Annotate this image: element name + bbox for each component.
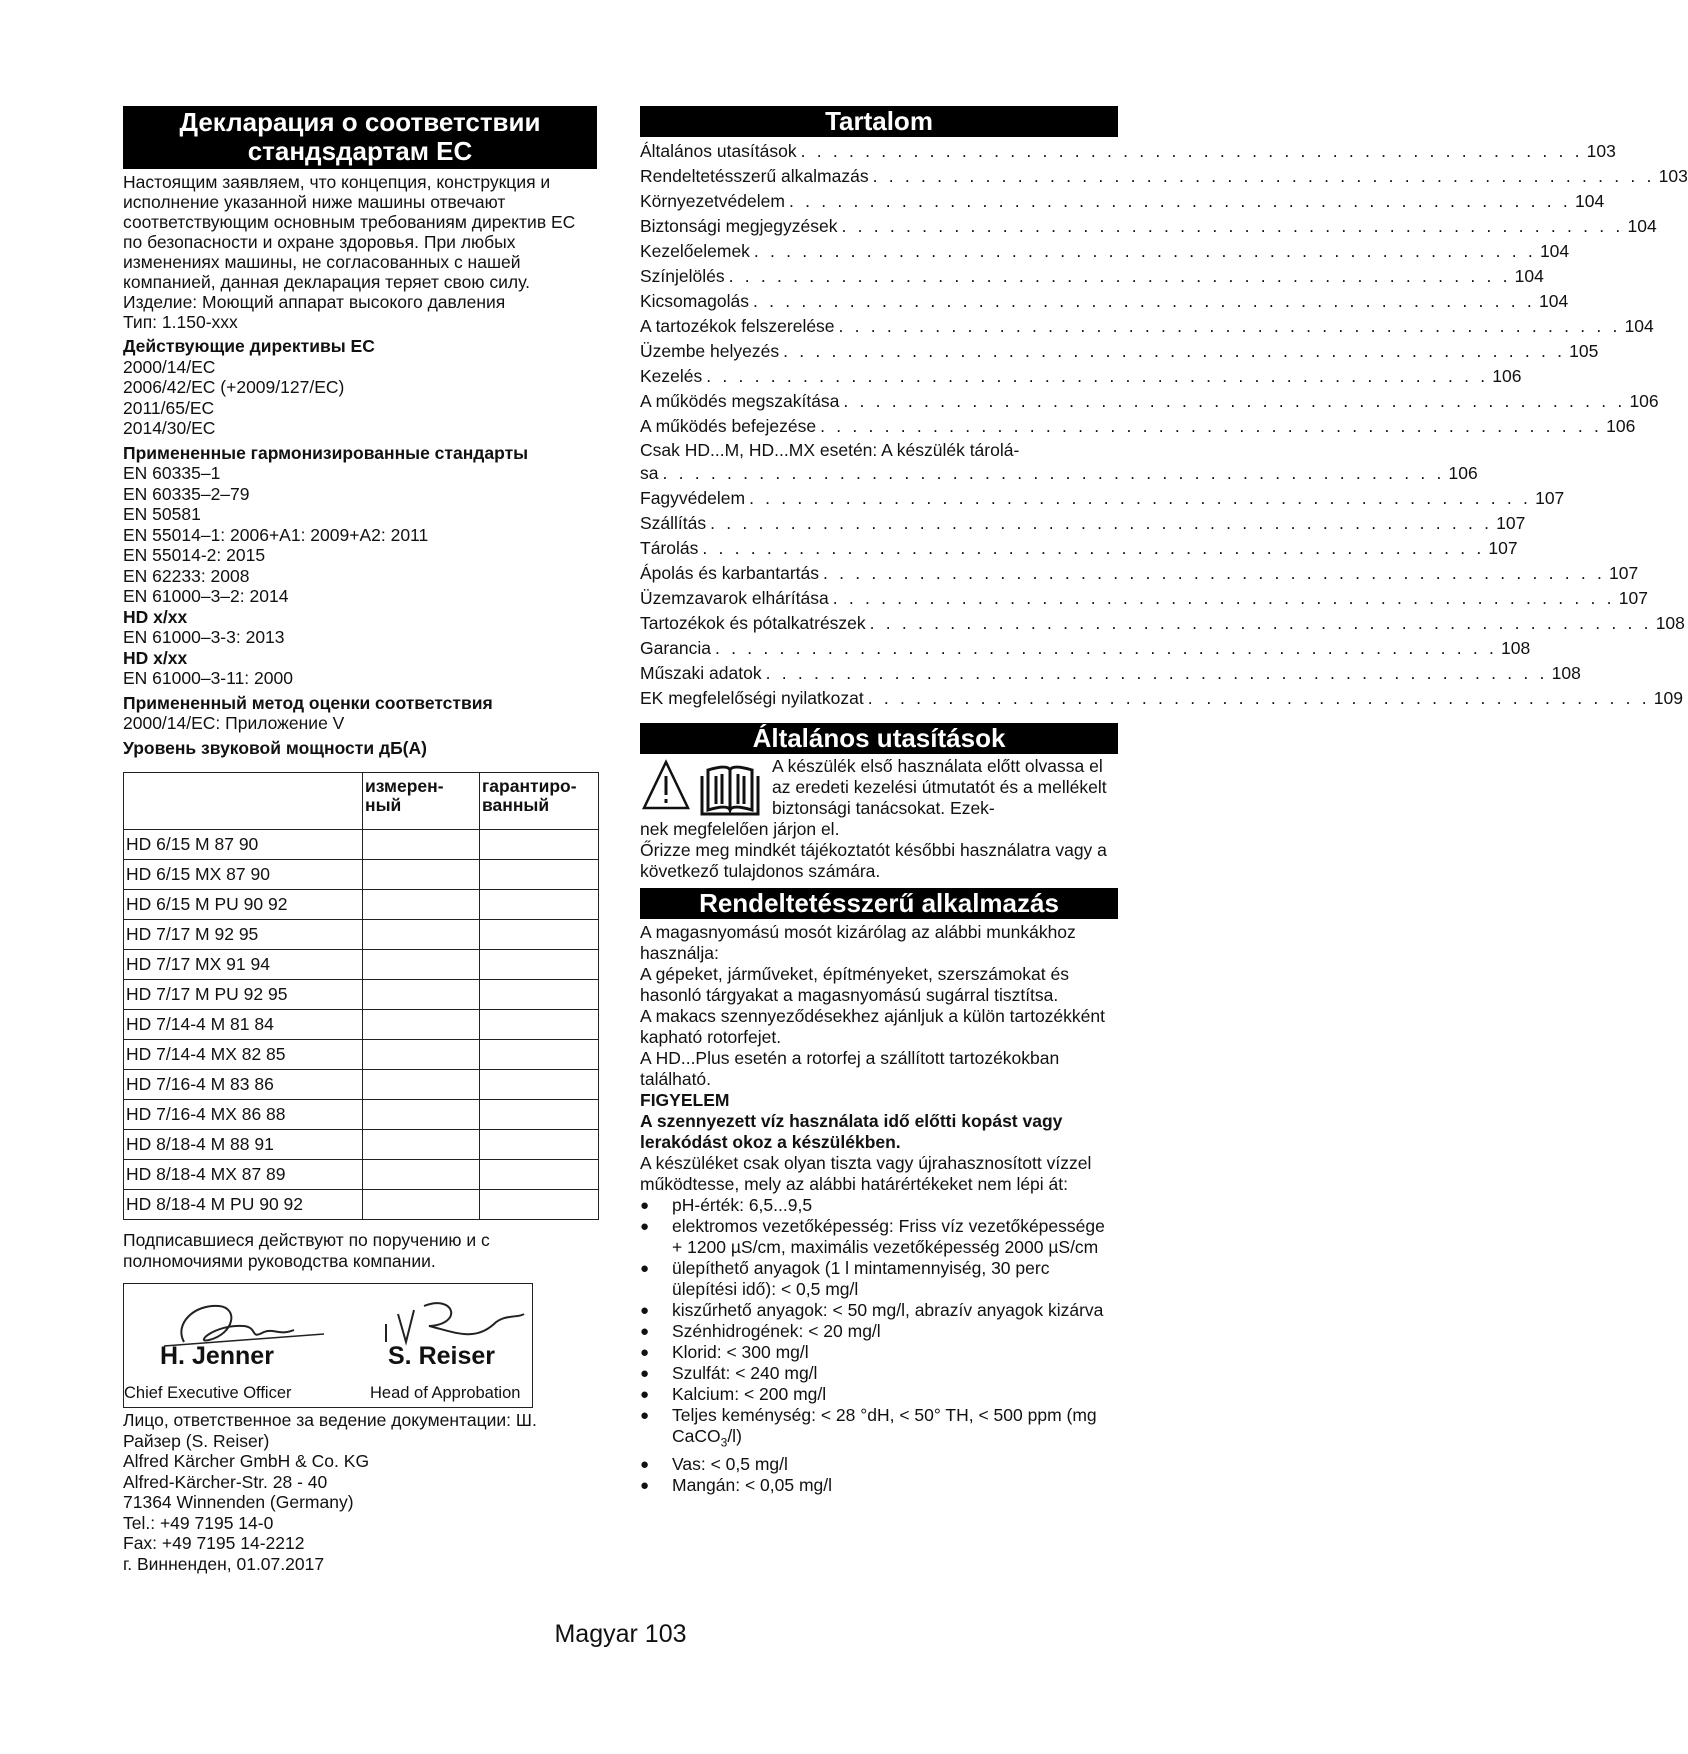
address-line: 71364 Winnenden (Germany)	[123, 1492, 354, 1512]
toc-item-label: Fagyvédelem	[640, 488, 746, 508]
table-cell	[480, 1070, 599, 1100]
table-cell	[363, 920, 480, 950]
standard-item: EN 55014–1: 2006+A1: 2009+A2: 2011	[123, 524, 429, 545]
general-text: A készülék első használata előtt olvassa el az eredeti kezelési útmutatót és a mellékelt biztonsági tanácsokat. Ezek-	[772, 756, 1107, 818]
toc-item-label: Üzembe helyezés	[640, 341, 780, 361]
table-cell	[480, 890, 599, 920]
address-line: Fax: +49 7195 14-2212	[123, 1533, 305, 1553]
table-cell	[363, 980, 480, 1010]
use-paragraph: A gépeket, járműveket, építményeket, szerszámokat és hasonló tárgyakat a magasnyomású sugárral tisztítsa.	[640, 964, 1069, 1005]
directive-item: 2014/30/EC	[123, 418, 216, 438]
list-item: ● Szénhidrogének: < 20 mg/l	[640, 1321, 1118, 1342]
toc-item-page: 104	[1539, 241, 1570, 261]
directives-list	[123, 357, 597, 439]
address-line: Tel.: +49 7195 14-0	[123, 1512, 274, 1533]
toc-item	[640, 636, 1531, 661]
table-cell: HD 7/17 M PU 92 95	[124, 980, 363, 1010]
footer-page-number: 103	[644, 1620, 687, 1648]
table-cell: HD 8/18-4 M PU 90 92	[124, 1190, 363, 1220]
table-cell	[363, 1040, 480, 1070]
toc-leader-dots: . . . . . . . . . . . . . . . . . . . . . . . . . . . . . . . . . . . . . . . . . . . . . . . . .	[728, 266, 1511, 286]
header-cell-measured: измерен-ный	[363, 773, 480, 830]
toc-item-page: 106	[1606, 416, 1636, 436]
list-item: ● Teljes keménység: < 28 °dH, < 50° TH, < 500 ppm (mg CaCO$_3$/l)	[640, 1405, 1118, 1454]
standard-item: EN 61000–3-11: 2000	[123, 668, 293, 688]
type-line: Тип: 1.150-xxx	[123, 312, 238, 332]
toc-item	[640, 189, 1605, 214]
table-cell: HD 7/14-4 MX 82 85	[124, 1040, 363, 1070]
table-row	[124, 1190, 599, 1220]
toc-item-page: 106	[1492, 366, 1522, 386]
toc-item-label: Tartozékok és pótalkatrészek	[640, 613, 866, 633]
table-cell	[480, 830, 599, 860]
toc-item-label: Kezelés	[640, 366, 703, 386]
toc-leader-dots: . . . . . . . . . . . . . . . . . . . . . . . . . . . . . . . . . . . . . . . . . . . . . . . . .	[765, 663, 1548, 683]
declaration-title-line1: Декларация о соответствии	[179, 107, 541, 137]
use-paragraph: A makacs szennyeződésekhez ajánljuk a külön tartozékként kapható rotorfejet.	[640, 1006, 1105, 1047]
table-row	[124, 890, 599, 920]
standard-item: EN 60335–2–79	[123, 483, 250, 504]
general-text-cont: nek megfelelően járjon el.	[640, 819, 840, 839]
toc-item-page: 105	[1569, 341, 1599, 361]
table-cell: HD 7/17 MX 91 94	[124, 950, 363, 980]
attention-text: A szennyezett víz használata idő előtti kopást vagy lerakódást okoz a készülékben.	[640, 1111, 1063, 1152]
toc-item-page: 104	[1574, 191, 1605, 211]
address-line: Alfred-Kärcher-Str. 28 - 40	[123, 1471, 328, 1492]
toc-item-page: 106	[1448, 463, 1478, 483]
signature-jenner	[181, 1306, 294, 1342]
toc-item	[640, 364, 1522, 389]
toc-leader-dots: . . . . . . . . . . . . . . . . . . . . . . . . . . . . . . . . . . . . . . . . . . . . . . . . .	[867, 688, 1650, 708]
signer1-name: H. Jenner	[160, 1342, 274, 1370]
declaration-title-line2: стандsдартам ЕС	[247, 136, 473, 166]
toc-leader-dots: . . . . . . . . . . . . . . . . . . . . . . . . . . . . . . . . . . . . . . . . . . . . . . . . .	[783, 341, 1566, 361]
table-cell: HD 7/14-4 M 81 84	[124, 1010, 363, 1040]
table-cell: HD 8/18-4 MX 87 89	[124, 1160, 363, 1190]
list-item: ● ülepíthető anyagok (1 l mintamennyiség, 30 perc ülepítési idő): < 0,5 mg/l	[640, 1258, 1118, 1300]
toc-item-label: Rendeltetésszerű alkalmazás	[640, 166, 869, 186]
signer1-role: Chief Executive Officer	[124, 1384, 292, 1402]
hd-label: HD x/xx	[123, 606, 188, 627]
toc-item-page: 104	[1627, 216, 1657, 236]
table-cell	[363, 1010, 480, 1040]
toc-title: Tartalom	[640, 106, 1118, 137]
table-cell: HD 7/17 M 92 95	[124, 920, 363, 950]
hd-label: HD x/xx	[123, 647, 188, 668]
toc-item	[640, 389, 1659, 414]
toc-leader-dots: . . . . . . . . . . . . . . . . . . . . . . . . . . . . . . . . . . . . . . . . . . . . . . . . .	[843, 391, 1626, 411]
toc-leader-dots: . . . . . . . . . . . . . . . . . . . . . . . . . . . . . . . . . . . . . . . . . . . . . . . . .	[662, 463, 1445, 483]
product-line: Изделие: Моющий аппарат высокого давления	[123, 292, 506, 312]
table-cell: HD 8/18-4 M 88 91	[124, 1130, 363, 1160]
table-cell	[480, 920, 599, 950]
standards-title: Примененные гармонизированные стандарты	[123, 442, 529, 463]
toc-leader-dots: . . . . . . . . . . . . . . . . . . . . . . . . . . . . . . . . . . . . . . . . . . . . . . . . .	[838, 316, 1621, 336]
toc-leader-dots: . . . . . . . . . . . . . . . . . . . . . . . . . . . . . . . . . . . . . . . . . . . . . . . . .	[749, 488, 1532, 508]
toc-item	[640, 461, 1478, 486]
signature-box	[123, 1283, 533, 1408]
toc-item-label: Csak HD...M, HD...MX esetén: A készülék tárolá-	[640, 440, 1020, 460]
list-item: ● Klorid: < 300 mg/l	[640, 1342, 1118, 1363]
toc-leader-dots: . . . . . . . . . . . . . . . . . . . . . . . . . . . . . . . . . . . . . . . . . . . . . . . . .	[788, 191, 1571, 211]
general-title: Általános utasítások	[640, 723, 1118, 754]
toc-item	[640, 414, 1636, 439]
toc-leader-dots: . . . . . . . . . . . . . . . . . . . . . . . . . . . . . . . . . . . . . . . . . . . . . . . . .	[706, 366, 1489, 386]
toc-leader-dots: . . . . . . . . . . . . . . . . . . . . . . . . . . . . . . . . . . . . . . . . . . . . . . . . .	[702, 538, 1485, 558]
toc-leader-dots: . . . . . . . . . . . . . . . . . . . . . . . . . . . . . . . . . . . . . . . . . . . . . . . . .	[872, 166, 1655, 186]
table-row	[124, 1040, 599, 1070]
toc-item-label: Környezetvédelem	[640, 191, 785, 211]
page-footer	[0, 1620, 1241, 1648]
table-row	[124, 860, 599, 890]
declaration-intro: Настоящим заявляем, что концепция, конструкция и исполнение указанной ниже машины отвечают соответствующим основным требованиям директив ЕС по безопасности и охране здоровья. При любых изменениях машины, не согласованных с нашей компанией, данная декларация теряет свою силу.	[123, 172, 576, 292]
toc-leader-dots: . . . . . . . . . . . . . . . . . . . . . . . . . . . . . . . . . . . . . . . . . . . . . . . . .	[753, 241, 1536, 261]
toc-item	[640, 561, 1639, 586]
toc-item	[640, 686, 1683, 711]
directives-title: Действующие директивы ЕС	[123, 336, 375, 356]
signer2-name: S. Reiser	[388, 1342, 496, 1370]
water-text: A készüléket csak olyan tiszta vagy újrahasznosított vízzel működtesse, mely az alábbi határértékeket nem lépi át:	[640, 1153, 1092, 1194]
list-item: ● Szulfát: < 240 mg/l	[640, 1363, 1118, 1384]
header-cell	[124, 773, 363, 830]
use-paragraph: A HD...Plus esetén a rotorfej a szállított tartozékokban található.	[640, 1048, 1060, 1089]
toc-item-page: 107	[1488, 538, 1518, 558]
contents-column	[640, 106, 1688, 1496]
toc-item-page: 104	[1514, 266, 1544, 286]
table-cell	[363, 1070, 480, 1100]
table-cell	[363, 950, 480, 980]
declaration-title	[123, 106, 597, 169]
table-row	[124, 980, 599, 1010]
toc-item-page: 107	[1609, 563, 1639, 583]
table-cell: HD 6/15 MX 87 90	[124, 860, 363, 890]
table-row	[124, 1130, 599, 1160]
table-cell	[363, 1130, 480, 1160]
standard-item: EN 55014-2: 2015	[123, 545, 266, 565]
table-row	[124, 1100, 599, 1130]
water-limits-list	[640, 1195, 1118, 1496]
toc-item-page: 108	[1655, 613, 1685, 633]
toc-item-page: 107	[1618, 588, 1648, 608]
table-cell	[363, 830, 480, 860]
toc-item-label: EK megfelelőségi nyilatkozat	[640, 688, 864, 708]
toc-item-label: Tárolás	[640, 538, 699, 558]
directive-item: 2011/65/EC	[123, 397, 215, 418]
toc-leader-dots: . . . . . . . . . . . . . . . . . . . . . . . . . . . . . . . . . . . . . . . . . . . . . . . . .	[823, 563, 1606, 583]
table-row	[124, 920, 599, 950]
toc-item-label: Ápolás és karbantartás	[640, 563, 819, 583]
toc-leader-dots: . . . . . . . . . . . . . . . . . . . . . . . . . . . . . . . . . . . . . . . . . . . . . . . . .	[841, 216, 1624, 236]
table-cell	[480, 1190, 599, 1220]
signers-note: Подписавшиеся действуют по поручению и с полномочиями руководства компании.	[123, 1230, 490, 1271]
table-cell: HD 7/16-4 M 83 86	[124, 1070, 363, 1100]
table-row	[124, 1070, 599, 1100]
toc-item	[640, 139, 1616, 164]
signature-reiser	[386, 1303, 524, 1342]
toc-item	[640, 289, 1569, 314]
list-item: ● kiszűrhető anyagok: < 50 mg/l, abrazív anyagok kizárva	[640, 1300, 1118, 1321]
standard-item: EN 50581	[123, 504, 201, 524]
toc-item-label: Kicsomagolás	[640, 291, 749, 311]
table-cell	[480, 1040, 599, 1070]
intended-use-title: Rendeltetésszerű alkalmazás	[640, 888, 1118, 919]
sound-title: Уровень звуковой мощности дБ(А)	[123, 737, 427, 758]
standard-item: EN 61000–3-3: 2013	[123, 627, 285, 647]
toc-item-page: 107	[1535, 488, 1565, 508]
toc-item-label: Szállítás	[640, 513, 707, 533]
table-cell: HD 6/15 M PU 90 92	[124, 890, 363, 920]
table-cell	[363, 1160, 480, 1190]
toc-item	[640, 214, 1657, 239]
toc-item-label: Garancia	[640, 638, 712, 658]
toc-item-page: 106	[1629, 391, 1659, 411]
standard-item: EN 62233: 2008	[123, 565, 250, 586]
toc-leader-dots: . . . . . . . . . . . . . . . . . . . . . . . . . . . . . . . . . . . . . . . . . . . . . . . . .	[715, 638, 1498, 658]
toc-item	[640, 314, 1654, 339]
directive-item: 2000/14/EC	[123, 356, 216, 377]
toc-item	[640, 511, 1526, 536]
toc-item	[640, 239, 1570, 264]
list-item: ● pH-érték: 6,5...9,5	[640, 1195, 1118, 1216]
toc-item	[640, 611, 1685, 636]
table-row	[124, 950, 599, 980]
table-of-contents	[640, 139, 1688, 711]
list-item: ● Mangán: < 0,05 mg/l	[640, 1475, 1118, 1496]
method-text: 2000/14/EC: Приложение V	[123, 713, 345, 733]
address-block	[123, 1451, 597, 1574]
header-cell-guaranteed: гарантиро-ванный	[480, 773, 599, 830]
toc-item-label: A tartozékok felszerelése	[640, 316, 835, 336]
toc-item-page: 104	[1538, 291, 1569, 311]
toc-leader-dots: . . . . . . . . . . . . . . . . . . . . . . . . . . . . . . . . . . . . . . . . . . . . . . . . .	[832, 588, 1615, 608]
toc-item-page: 109	[1653, 688, 1683, 708]
table-row	[124, 1160, 599, 1190]
standard-item: EN 61000–3–2: 2014	[123, 586, 289, 606]
table-cell: HD 6/15 M 87 90	[124, 830, 363, 860]
toc-item	[640, 164, 1688, 189]
table-cell	[363, 1100, 480, 1130]
table-cell	[480, 860, 599, 890]
sound-table	[123, 772, 599, 1220]
toc-item-label: Biztonsági megjegyzések	[640, 216, 838, 236]
doc-responsible: Лицо, ответственное за ведение документации: Ш. Райзер (S. Reiser)	[123, 1410, 537, 1451]
signer2-role: Head of Approbation	[370, 1384, 521, 1402]
warning-manual-icon	[642, 758, 767, 814]
toc-item	[640, 536, 1518, 561]
directive-item: 2006/42/EC (+2009/127/EC)	[123, 377, 345, 397]
list-item: ● Vas: < 0,5 mg/l	[640, 1454, 1118, 1475]
standard-item: EN 60335–1	[123, 463, 221, 483]
table-cell: HD 7/16-4 MX 86 88	[124, 1100, 363, 1130]
table-cell	[363, 860, 480, 890]
table-row	[124, 1010, 599, 1040]
list-item: ● Kalcium: < 200 mg/l	[640, 1384, 1118, 1405]
general-text-keep: Őrizze meg mindkét tájékoztatót későbbi használatra vagy a következő tulajdonos számára.	[640, 840, 1107, 881]
table-cell	[480, 1100, 599, 1130]
toc-item-page: 108	[1501, 638, 1531, 658]
toc-item-label: Általános utasítások	[640, 141, 797, 161]
table-cell	[480, 980, 599, 1010]
table-cell	[363, 1190, 480, 1220]
table-cell	[480, 1010, 599, 1040]
toc-leader-dots: . . . . . . . . . . . . . . . . . . . . . . . . . . . . . . . . . . . . . . . . . . . . . . . . .	[820, 416, 1603, 436]
toc-item-page: 108	[1551, 663, 1581, 683]
toc-leader-dots: . . . . . . . . . . . . . . . . . . . . . . . . . . . . . . . . . . . . . . . . . . . . . . . . .	[752, 291, 1535, 311]
toc-item-label: Műszaki adatok	[640, 663, 762, 683]
toc-item-page: 103	[1658, 166, 1688, 186]
toc-item-page: 107	[1496, 513, 1526, 533]
toc-item-page: 104	[1624, 316, 1654, 336]
toc-leader-dots: . . . . . . . . . . . . . . . . . . . . . . . . . . . . . . . . . . . . . . . . . . . . . . . . .	[800, 141, 1583, 161]
toc-leader-dots: . . . . . . . . . . . . . . . . . . . . . . . . . . . . . . . . . . . . . . . . . . . . . . . . .	[710, 513, 1493, 533]
table-row	[124, 830, 599, 860]
table-cell	[480, 1130, 599, 1160]
address-line: г. Винненден, 01.07.2017	[123, 1553, 325, 1574]
toc-leader-dots: . . . . . . . . . . . . . . . . . . . . . . . . . . . . . . . . . . . . . . . . . . . . . . . . .	[869, 613, 1652, 633]
toc-item-label: Üzemzavarok elhárítása	[640, 588, 829, 608]
use-paragraph: A magasnyomású mosót kizárólag az alábbi munkákhoz használja:	[640, 922, 1076, 963]
attention-label: FIGYELEM	[640, 1090, 730, 1110]
sound-table-header	[124, 773, 599, 830]
method-title: Примененный метод оценки соответствия	[123, 692, 493, 713]
toc-item-label: Kezelőelemek	[640, 241, 750, 261]
table-cell	[480, 950, 599, 980]
toc-item	[640, 486, 1565, 511]
toc-item	[640, 586, 1648, 611]
toc-item-page: 103	[1586, 141, 1616, 161]
standards-list	[123, 463, 597, 689]
toc-item	[640, 339, 1599, 364]
table-cell	[363, 890, 480, 920]
general-warning	[640, 756, 1118, 819]
list-item: ● elektromos vezetőképesség: Friss víz vezetőképessége + 1200 µS/cm, maximális vezetőképesség 2000 µS/cm	[640, 1216, 1118, 1258]
toc-item-label: Színjelölés	[640, 266, 725, 286]
toc-item	[640, 264, 1544, 289]
toc-item-label: A működés befejezése	[640, 416, 817, 436]
toc-item	[640, 661, 1581, 686]
table-cell	[480, 1160, 599, 1190]
declaration-column	[123, 106, 597, 1574]
toc-item-label: A működés megszakítása	[640, 391, 840, 411]
address-line: Alfred Kärcher GmbH & Co. KG	[123, 1451, 370, 1471]
footer-language: Magyar	[554, 1620, 638, 1648]
toc-item-label: sa	[640, 463, 659, 483]
